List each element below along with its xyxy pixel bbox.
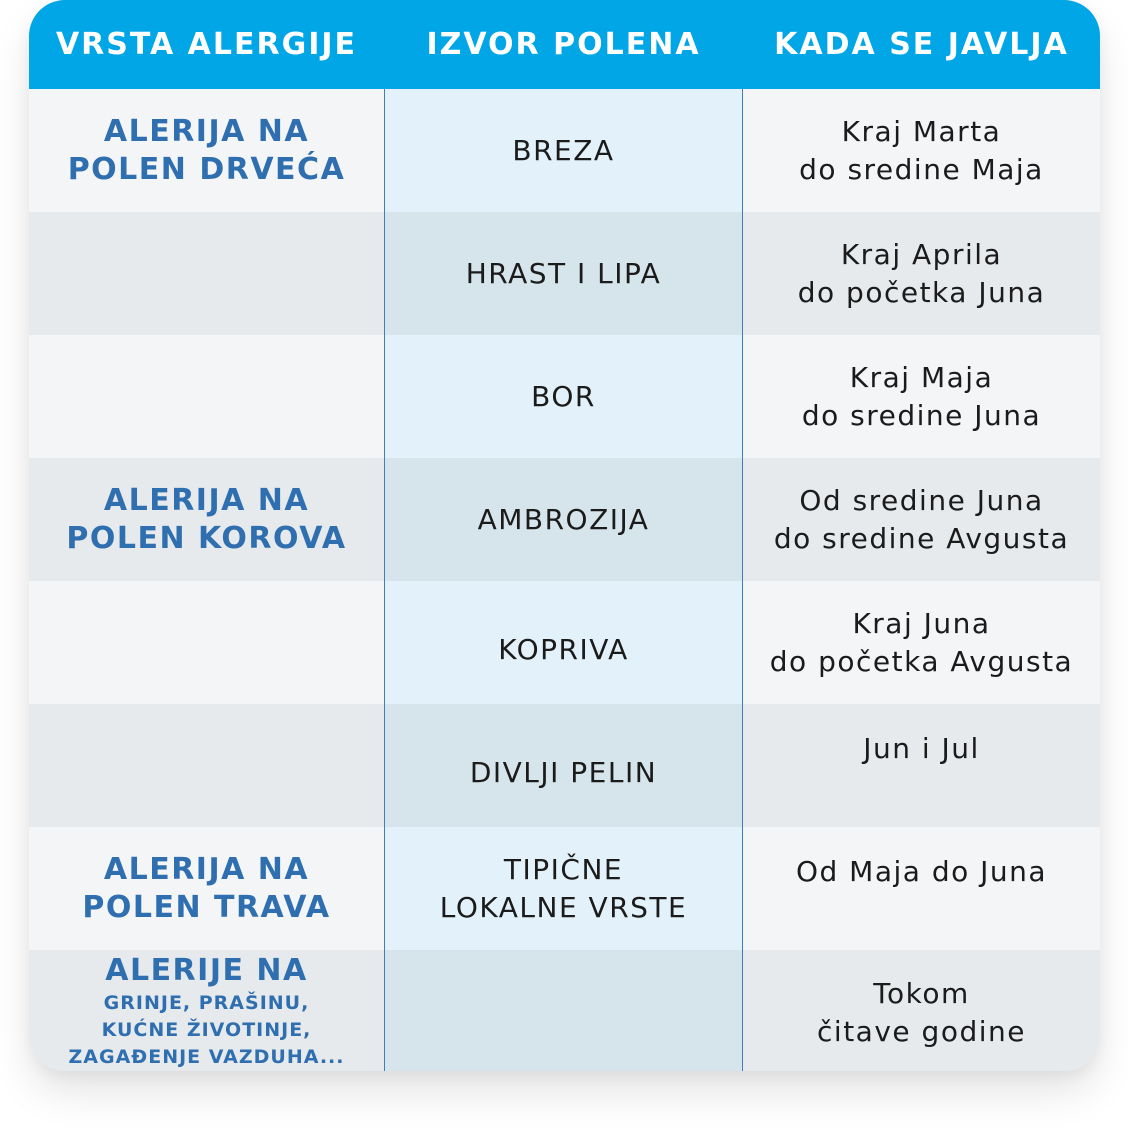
category-label-line2: POLEN DRVEĆA bbox=[67, 151, 346, 187]
source-label-line2: LOKALNE VRSTE bbox=[439, 890, 688, 924]
header-pollen-source: IZVOR POLENA bbox=[426, 27, 701, 62]
source-label: AMBROZIJA bbox=[477, 502, 650, 536]
source-label: TIPIČNE bbox=[503, 852, 624, 886]
source-label: BOR bbox=[531, 379, 596, 413]
table-row bbox=[29, 89, 1100, 212]
when-line1: Kraj Juna bbox=[852, 606, 991, 640]
source-cell bbox=[385, 212, 742, 335]
source-label: DIVLJI PELIN bbox=[469, 755, 658, 789]
category-cell bbox=[29, 458, 384, 581]
category-sub-line3: ZAGAĐENJE VAZDUHA... bbox=[68, 1046, 345, 1068]
source-cell bbox=[385, 581, 742, 704]
source-label: KOPRIVA bbox=[498, 632, 629, 666]
when-line2: do početka Avgusta bbox=[769, 644, 1074, 678]
when-cell bbox=[743, 950, 1100, 1071]
table-header bbox=[29, 0, 1100, 89]
category-cell bbox=[29, 827, 384, 950]
table-row bbox=[29, 704, 1100, 827]
table-row bbox=[29, 458, 1100, 581]
category-cell bbox=[29, 335, 384, 458]
when-line2: do sredine Maja bbox=[799, 152, 1044, 186]
when-cell bbox=[743, 827, 1100, 950]
header-when-occurs: KADA SE JAVLJA bbox=[774, 27, 1069, 62]
category-label: ALERIJA NA bbox=[103, 851, 310, 887]
when-cell bbox=[743, 89, 1100, 212]
when-cell bbox=[743, 458, 1100, 581]
source-cell bbox=[385, 89, 742, 212]
category-label: ALERIJA NA bbox=[103, 113, 310, 149]
category-label-line2: POLEN KOROVA bbox=[66, 520, 347, 556]
when-line2: do sredine Avgusta bbox=[773, 521, 1070, 555]
category-label: ALERIJE NA bbox=[105, 953, 308, 988]
when-line2: do sredine Juna bbox=[801, 398, 1042, 432]
when-line1: Od Maja do Juna bbox=[795, 855, 1048, 888]
column-divider bbox=[742, 89, 743, 1071]
category-sub-line2: KUĆNE ŽIVOTINJE, bbox=[101, 1019, 312, 1041]
category-cell bbox=[29, 704, 384, 827]
table-row bbox=[29, 950, 1100, 1071]
when-line1: Tokom bbox=[873, 976, 970, 1010]
source-label: HRAST I LIPA bbox=[465, 256, 662, 290]
category-cell bbox=[29, 950, 384, 1071]
source-cell bbox=[385, 950, 742, 1071]
category-cell bbox=[29, 89, 384, 212]
source-cell bbox=[385, 704, 742, 827]
when-line2: čitave godine bbox=[817, 1014, 1026, 1048]
allergy-table-card bbox=[29, 0, 1100, 1071]
header-allergy-type: VRSTA ALERGIJE bbox=[55, 27, 358, 62]
source-cell bbox=[385, 458, 742, 581]
source-cell bbox=[385, 827, 742, 950]
category-cell bbox=[29, 581, 384, 704]
when-line1: Kraj Maja bbox=[849, 360, 994, 394]
table-row bbox=[29, 827, 1100, 950]
source-label: BREZA bbox=[512, 133, 615, 167]
when-line1: Jun i Jul bbox=[863, 732, 980, 765]
when-cell bbox=[743, 335, 1100, 458]
source-cell bbox=[385, 335, 742, 458]
when-cell bbox=[743, 581, 1100, 704]
when-line1: Od sredine Juna bbox=[799, 483, 1044, 517]
when-line2: do početka Juna bbox=[797, 275, 1046, 309]
category-label: ALERIJA NA bbox=[103, 482, 310, 518]
category-label-line2: POLEN TRAVA bbox=[82, 889, 331, 925]
table-row bbox=[29, 212, 1100, 335]
category-cell bbox=[29, 212, 384, 335]
category-sub-line1: GRINJE, PRAŠINU, bbox=[103, 992, 310, 1014]
when-cell bbox=[743, 704, 1100, 827]
table-row bbox=[29, 581, 1100, 704]
column-divider bbox=[384, 89, 385, 1071]
table-row bbox=[29, 335, 1100, 458]
when-cell bbox=[743, 212, 1100, 335]
when-line1: Kraj Marta bbox=[841, 114, 1002, 148]
when-line1: Kraj Aprila bbox=[840, 237, 1003, 271]
